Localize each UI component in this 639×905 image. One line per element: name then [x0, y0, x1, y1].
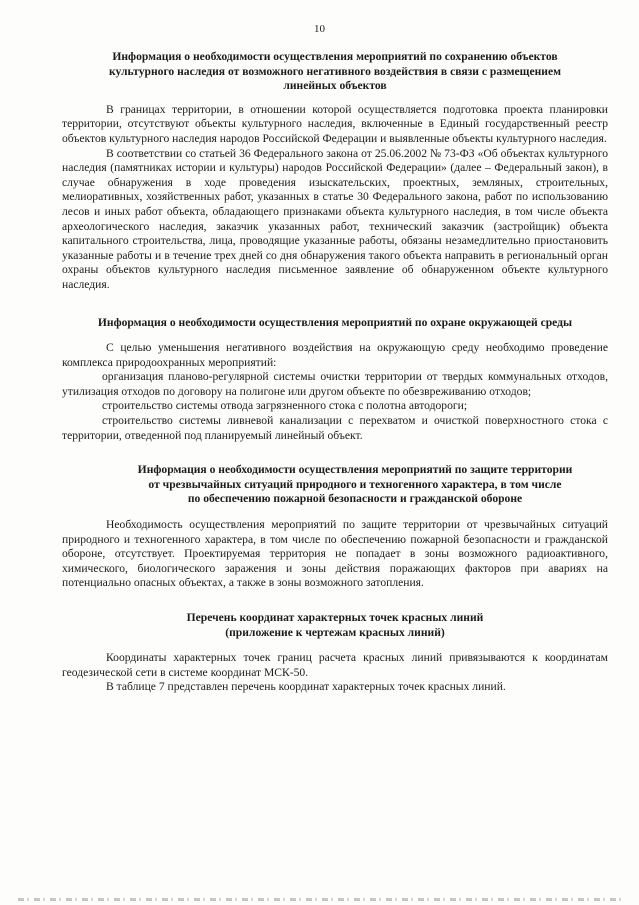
- section-heading: [62, 316, 608, 331]
- section-cultural-heritage: [62, 50, 608, 293]
- heading-line: линейных объектов: [283, 79, 387, 93]
- paragraph: Необходимость осуществления мероприятий по защите территории от чрезвычайных ситуаций природного и техногенного характера, в том числе по обеспечению пожарной безопасности и гражданской обороне, отсутствует. Проектируемая территория не попадает в зоны возможного радиоактивного, химического, биологического заражения и зоны действия поражающих факторов при авариях на потенциально опасных объектах, а также в зоны возможного затопления.: [62, 518, 608, 590]
- list-item: строительство системы отвода загрязненного стока с полотна автодороги;: [102, 399, 468, 413]
- section-red-lines-coordinates: [62, 611, 608, 695]
- paragraph: В соответствии со статьей 36 Федерального закона от 25.06.2002 № 73-ФЗ «Об объектах культурного наследия (памятниках истории и культуры) народов Российской Федерации» (далее – Федеральный закон), в случае обнаружения в ходе проведения изыскательских, проектных, земляных, строительных, мелиоративных, хозяйственных работ, указанных в статье 30 Федерального закона, работ по использованию лесов и иных работ объекта, обладающего признаками объекта культурного наследия, в том числе объекта археологического наследия, заказчик указанных работ, технический заказчик (застройщик) объекта капитального строительства, лица, проводящие указанные работы, обязаны незамедлительно приостановить указанные работы и в течение трех дней со дня обнаружения такого объекта направить в региональный орган охраны объектов культурного наследия письменное заявление об обнаруженном объекте культурного наследия.: [62, 146, 608, 291]
- heading-line: культурного наследия от возможного негативного воздействия в связи с размещением: [108, 64, 562, 78]
- heading-line: от чрезвычайных ситуаций природного и техногенного характера, в том числе: [148, 477, 562, 491]
- paragraph: В границах территории, в отношении которой осуществляется подготовка проекта планировки территории, отсутствуют объекты культурного наследия, включенные в Единый государственный реестр объектов культурного наследия народов Российской Федерации и выявленные объекты культурного наследия.: [62, 102, 608, 145]
- page-number: 10: [314, 23, 325, 35]
- paragraph: В таблице 7 представлен перечень координат характерных точек красных линий.: [106, 680, 506, 694]
- heading-line: по обеспечению пожарной безопасности и гражданской обороне: [187, 492, 523, 506]
- list-item: организация планово-регулярной системы очистки территории от твердых коммунальных отходов, утилизация отходов по договору на полигоне или другом объекте по обезвреживанию отходов;: [62, 370, 608, 398]
- heading-line: Перечень координат характерных точек красных линий: [186, 611, 484, 624]
- heading-line: Информация о необходимости осуществления мероприятий по защите территории: [137, 463, 573, 477]
- section-heading: [62, 611, 608, 640]
- document-body: [62, 50, 608, 695]
- section-emergency-protection: [62, 463, 608, 591]
- section-heading: [62, 463, 608, 507]
- heading-line: (приложение к чертежам красных линий): [225, 625, 445, 639]
- paragraph: С целью уменьшения негативного воздействия на окружающую среду необходимо проведение комплекса природоохранных мероприятий:: [62, 341, 608, 369]
- paragraph: Координаты характерных точек границ расчета красных линий привязываются к координатам геодезической сети в системе координат МСК-50.: [62, 651, 608, 679]
- heading-line: Информация о необходимости осуществления мероприятий по охране окружающей среды: [97, 315, 573, 329]
- section-heading: [62, 50, 608, 94]
- list-item: строительство системы ливневой канализации с перехватом и очисткой поверхностного стока с территории, отведенной под планируемый линейный объект.: [62, 414, 608, 442]
- heading-line: Информация о необходимости осуществления мероприятий по сохранению объектов: [112, 50, 558, 63]
- section-environment-protection: [62, 316, 608, 444]
- scan-artifact: [18, 898, 621, 901]
